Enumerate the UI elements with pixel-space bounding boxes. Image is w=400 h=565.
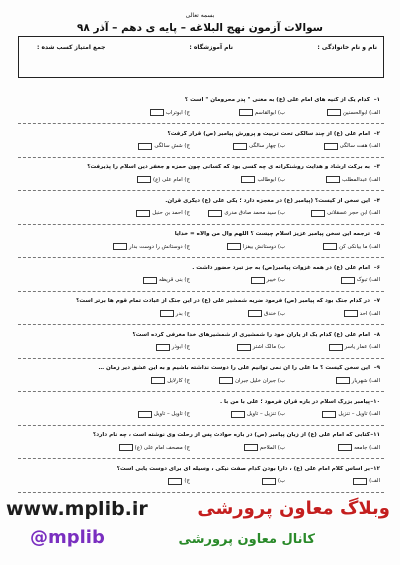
answer-checkbox[interactable]	[136, 210, 150, 217]
answer-options	[18, 444, 380, 454]
blog-watermark: وبلاگ معاون پرورشی	[197, 498, 390, 519]
answer-option[interactable]	[322, 411, 380, 418]
answer-checkbox[interactable]	[237, 344, 251, 351]
answer-options	[18, 143, 380, 153]
question-separator	[18, 458, 384, 459]
question-text	[18, 466, 380, 472]
option-label: ج) مصحف امام علی (ع)	[134, 444, 190, 451]
answer-option[interactable]	[248, 310, 285, 317]
answer-options	[18, 478, 380, 488]
question-body: امام علی (ع) کدام یک از یاران خود را شمشیری از شمشیرهای خدا معرفی کرده است؟	[132, 331, 370, 338]
answer-option[interactable]	[160, 310, 190, 317]
answer-option[interactable]	[344, 310, 380, 317]
answer-checkbox[interactable]	[251, 277, 265, 284]
question-body: این سخن کیست ؟ ما علی را آن نمی توانیم علی را دوست نداشته باشیم و به این عشق دیر زمان …	[98, 365, 370, 371]
answer-option[interactable]	[113, 243, 190, 250]
exam-title: سوالات آزمون نهج البلاغه – پایه ی دهم – آذر ۹۸	[77, 22, 323, 34]
question-separator	[18, 358, 384, 359]
answer-option[interactable]	[341, 277, 380, 284]
answer-option[interactable]	[233, 143, 285, 150]
answer-option[interactable]	[353, 478, 380, 485]
answer-checkbox[interactable]	[233, 143, 247, 150]
answer-checkbox[interactable]	[323, 243, 337, 250]
answer-checkbox[interactable]	[248, 310, 262, 317]
answer-checkbox[interactable]	[138, 143, 152, 150]
option-label: ب) مالک اشتر	[252, 344, 285, 350]
answer-option[interactable]	[311, 210, 380, 217]
option-label: ب) خندق	[264, 310, 285, 317]
answer-checkbox[interactable]	[231, 411, 245, 418]
question-separator	[18, 257, 384, 258]
answer-checkbox[interactable]	[150, 109, 164, 116]
answer-checkbox[interactable]	[239, 109, 253, 116]
answer-option[interactable]	[168, 478, 190, 485]
question-number: ۲–	[373, 130, 380, 137]
question-body: امام علی (ع) در همه غزوات پیامبر(ص) به جز تبرد حضور داشت .	[192, 264, 370, 271]
option-label: الف) ابوالحسنین	[342, 109, 380, 116]
school-label: نام آموزشگاه :	[189, 44, 233, 51]
question-body: به برکت ارشاد و هدایت روشنگرانه ی چه کسی بود که کسانی چون حمزه و جعفر دین اسلام را پذیرفت؟	[87, 164, 370, 170]
question-text	[18, 432, 380, 438]
answer-checkbox[interactable]	[160, 310, 174, 317]
answer-checkbox[interactable]	[241, 176, 255, 183]
answer-checkbox[interactable]	[138, 411, 152, 418]
question-number: ۹–	[373, 365, 380, 371]
question-separator	[18, 224, 384, 225]
option-label: ج) بنی قریظه	[159, 277, 190, 283]
option-label: ج) شش سالگی	[154, 143, 190, 149]
question-separator	[18, 425, 384, 426]
question-number: ۳–	[373, 164, 380, 170]
answer-option[interactable]	[324, 143, 380, 150]
option-label: ج)	[184, 478, 190, 484]
option-label: ب) چهار سالگی	[249, 143, 285, 149]
question-number: ۱–	[373, 97, 380, 103]
option-label: ج) بدر	[175, 310, 190, 317]
answer-options	[18, 176, 380, 186]
answer-checkbox[interactable]	[143, 277, 157, 284]
answer-options	[18, 310, 380, 320]
answer-option[interactable]	[336, 377, 380, 384]
answer-option[interactable]	[143, 277, 190, 284]
answer-checkbox[interactable]	[168, 478, 182, 485]
answer-option[interactable]	[208, 210, 285, 217]
question-separator	[18, 123, 384, 124]
option-label: الف) هفت سالگی	[339, 143, 380, 149]
question-separator	[18, 324, 384, 325]
question-number: ۵–	[373, 231, 380, 237]
option-label: ب)	[277, 478, 285, 484]
question-body: در کدام جنگ بود که پیامبر (ص) فرمود ضربه شمشیر علی (ع) در این جنگ از عبادت تمام قوم ها برتر است؟	[76, 298, 370, 304]
basmala: بسمه تعالی	[185, 12, 215, 19]
answer-options	[18, 109, 380, 119]
option-label: الف) شهریار	[351, 377, 380, 384]
name-label: نام و نام خانوادگی :	[317, 44, 377, 51]
answer-checkbox[interactable]	[119, 444, 133, 451]
question-number: ۱۰–	[370, 398, 380, 405]
option-label: الف) ما بیانکی کن	[339, 243, 380, 250]
question-body: کدام یک از کنیه های امام علی (ع) به معنی " پدر محرومان " است ؟	[184, 97, 370, 103]
answer-option[interactable]	[138, 411, 190, 418]
answer-options	[18, 411, 380, 421]
answer-option[interactable]	[231, 411, 285, 418]
answer-checkbox[interactable]	[137, 176, 151, 183]
answer-option[interactable]	[251, 277, 285, 284]
option-label: ج) کارلایل	[167, 377, 190, 384]
answer-checkbox[interactable]	[156, 344, 170, 351]
question-text	[18, 231, 380, 237]
answer-option[interactable]	[239, 109, 285, 116]
option-label: الف) احد	[359, 310, 380, 317]
answer-checkbox[interactable]	[341, 277, 355, 284]
question-body: این سخن از کیست؟ (پیامبر (ع) در معجزه دارد ؛ یکی علی (ع) دیگری قرآن.	[165, 197, 370, 204]
answer-option[interactable]	[138, 143, 190, 150]
answer-checkbox[interactable]	[151, 377, 165, 384]
option-label: الف)	[369, 478, 380, 484]
question-separator	[18, 492, 384, 493]
answer-option[interactable]	[151, 377, 190, 384]
answer-checkbox[interactable]	[327, 109, 341, 116]
question-number: ۱۲–	[370, 465, 380, 472]
answer-option[interactable]	[329, 344, 380, 351]
answer-option[interactable]	[136, 210, 190, 217]
option-label: ب) خیبر	[266, 277, 285, 283]
question-text	[18, 198, 380, 204]
answer-options	[18, 344, 380, 354]
answer-option[interactable]	[150, 109, 190, 116]
answer-option[interactable]	[244, 444, 285, 451]
answer-options	[18, 210, 380, 220]
channel-watermark: کانال معاون پرورشی	[178, 532, 315, 547]
answer-checkbox[interactable]	[322, 411, 336, 418]
student-info-box	[18, 36, 384, 78]
question-text	[18, 265, 380, 271]
option-label: ج) دوستانش را دوست بدار	[129, 243, 190, 250]
handle-watermark: @mplib	[30, 527, 105, 548]
answer-checkbox[interactable]	[208, 210, 222, 217]
answer-option[interactable]	[327, 109, 380, 116]
question-separator	[18, 391, 384, 392]
option-label: ب) الملاحم	[259, 444, 285, 451]
question-number: ۱۱–	[370, 432, 380, 438]
option-label: ج) احمد بن حنبل	[152, 210, 190, 216]
question-text	[18, 399, 380, 405]
answer-option[interactable]	[323, 243, 380, 250]
answer-option[interactable]	[137, 176, 190, 183]
answer-checkbox[interactable]	[219, 377, 233, 384]
answer-option[interactable]	[119, 444, 190, 451]
answer-checkbox[interactable]	[336, 377, 350, 384]
answer-options	[18, 377, 380, 387]
answer-checkbox[interactable]	[244, 444, 258, 451]
question-body: کتابی که امام علی (ع) از زبان پیامبر (ص) در باره حوادث پس از رحلت وی نوشته است ، چه نام دارد؟	[93, 432, 370, 438]
question-body: امام علی (ع) از چند سالگی تحت تربیت و پرورش پیامبر (ص) قرار گرفت؟	[167, 130, 370, 137]
answer-checkbox[interactable]	[344, 310, 358, 317]
option-label: الف) تاویل – تنزیل	[338, 411, 380, 417]
option-label: ب) دوستانش بیفزا	[242, 243, 285, 250]
option-label: الف) ابن حجر عسقلانی	[327, 210, 380, 216]
question-body: ترجمه این سخن پیامبر عزیز اسلام چیست ؟ اللهم وال من والاه = خدایا	[174, 231, 370, 237]
option-label: ب) ابوطالب	[257, 176, 285, 183]
option-label: الف) جامعه	[354, 444, 380, 451]
option-label: الف) تبوک	[356, 277, 380, 283]
answer-checkbox[interactable]	[324, 143, 338, 150]
question-number: ۴–	[373, 197, 380, 204]
answer-options	[18, 277, 380, 287]
option-label: ب) سید محمد صادق مدری	[224, 210, 285, 216]
option-label: ج) تاویل – تاویل	[153, 411, 190, 417]
question-text	[18, 365, 380, 371]
question-text	[18, 332, 380, 338]
answer-checkbox[interactable]	[329, 344, 343, 351]
answer-option[interactable]	[338, 444, 380, 451]
question-text	[18, 164, 380, 170]
answer-option[interactable]	[241, 176, 285, 183]
answer-option[interactable]	[227, 243, 285, 250]
option-label: ب) تنزیل – تاویل	[246, 411, 285, 417]
answer-option[interactable]	[219, 377, 285, 384]
option-label: الف) عبدالمطلب	[342, 176, 380, 183]
answer-checkbox[interactable]	[353, 478, 367, 485]
answer-option[interactable]	[237, 344, 285, 351]
option-label: ب) جبران خلیل جبران	[235, 377, 285, 384]
answer-checkbox[interactable]	[113, 243, 127, 250]
question-separator	[18, 291, 384, 292]
question-text	[18, 298, 380, 304]
question-number: ۸–	[373, 331, 380, 338]
answer-checkbox[interactable]	[227, 243, 241, 250]
question-separator	[18, 190, 384, 191]
option-label: ج) امام علی (ع)	[152, 176, 190, 183]
question-body: بر اساس کلام امام علی (ع) ، دارا بودن کدام صفت نیکی ، وسیله ای برای دوست یابی است؟	[116, 465, 370, 472]
score-label: جمع امتیاز کسب شده :	[37, 44, 106, 51]
option-label: ج) ابوذر	[171, 344, 190, 350]
option-label: الف) عمار یاسر	[344, 344, 380, 350]
question-separator	[18, 157, 384, 158]
answer-checkbox[interactable]	[326, 176, 340, 183]
answer-checkbox[interactable]	[338, 444, 352, 451]
question-text	[18, 131, 380, 137]
answer-checkbox[interactable]	[311, 210, 325, 217]
question-body: پیامبر بزرگ اسلام در باره قرآن فرمود ؛ علی با من با .	[219, 398, 370, 405]
question-number: ۷–	[373, 298, 380, 304]
site-watermark: www.mplib.ir	[6, 498, 148, 520]
answer-option[interactable]	[262, 478, 285, 485]
answer-options	[18, 243, 380, 253]
answer-option[interactable]	[156, 344, 190, 351]
answer-checkbox[interactable]	[262, 478, 276, 485]
question-text	[18, 97, 380, 103]
option-label: ب) ابوالقاسم	[254, 109, 285, 116]
option-label: ج) ابوتراب	[165, 109, 190, 116]
question-number: ۶–	[373, 264, 380, 271]
answer-option[interactable]	[326, 176, 380, 183]
